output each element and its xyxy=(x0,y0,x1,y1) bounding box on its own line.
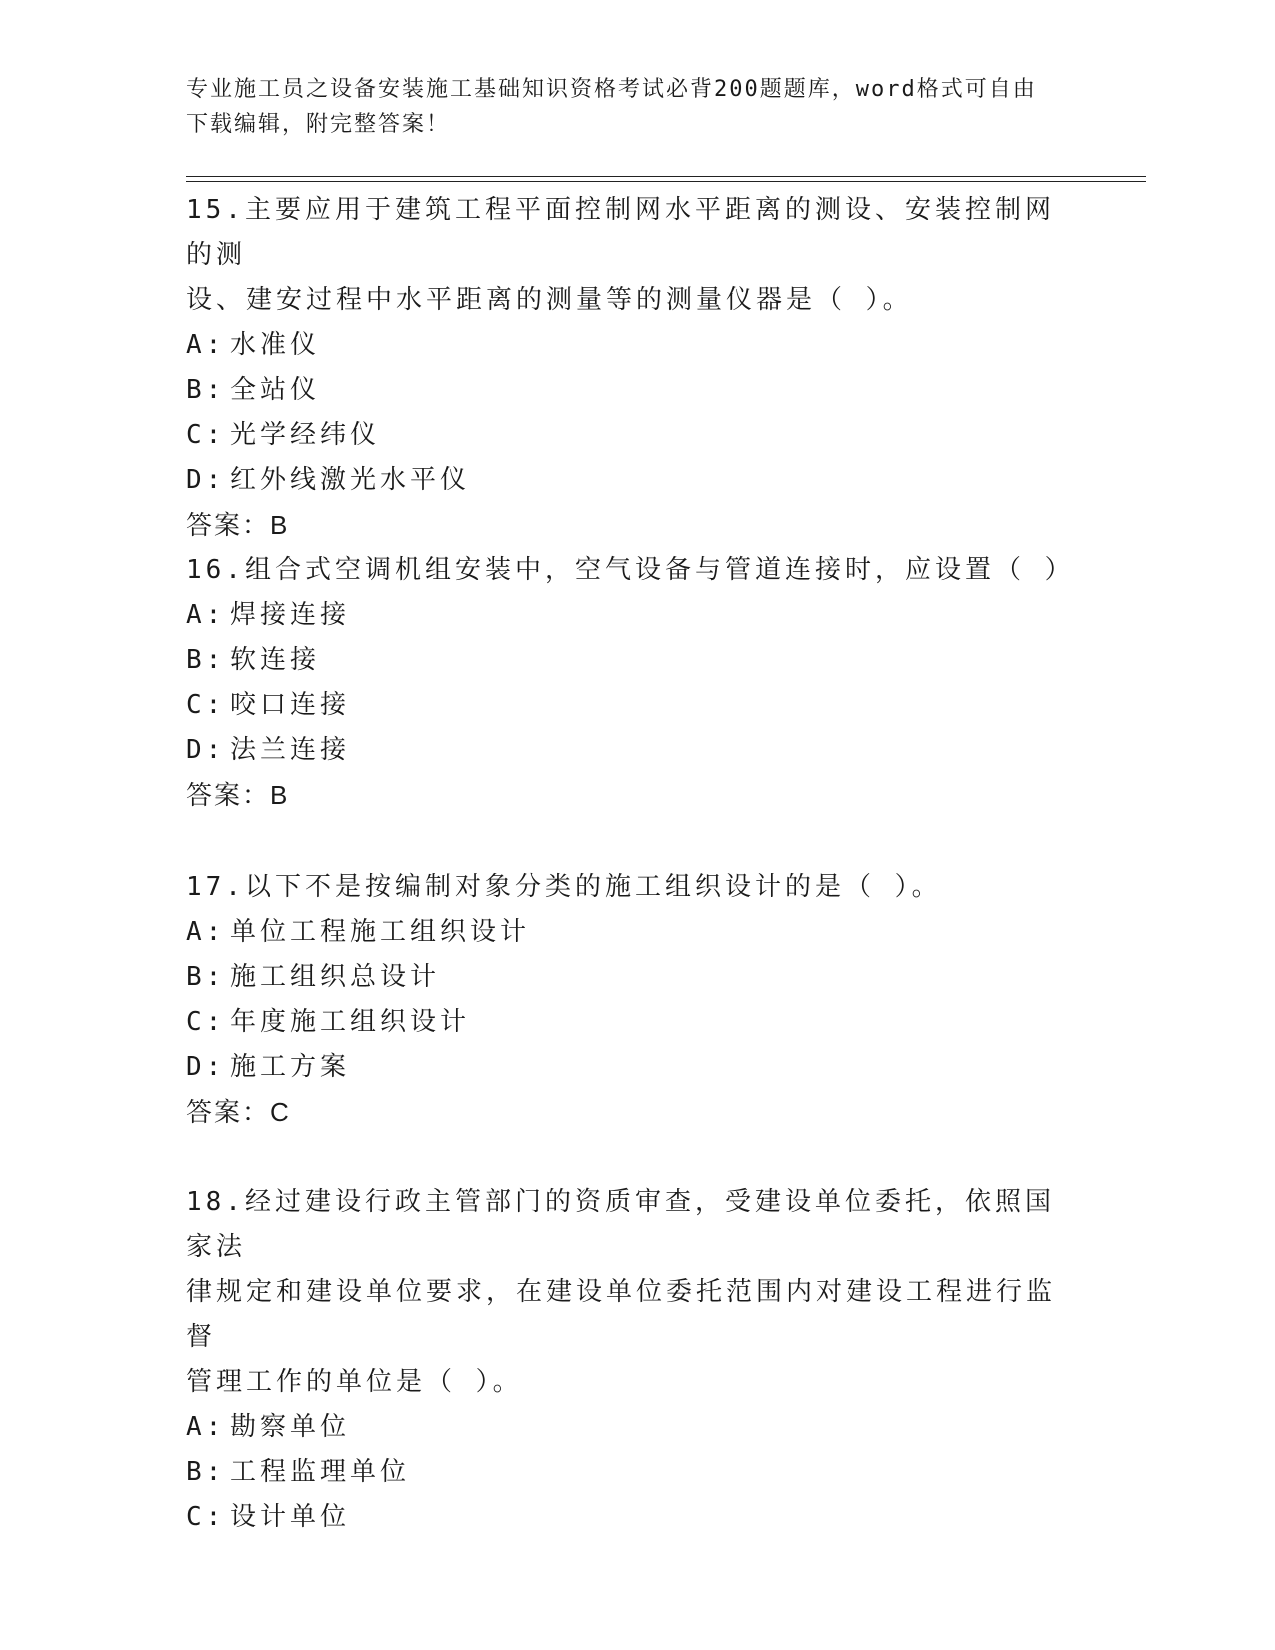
option-letter: A: xyxy=(186,600,226,630)
question-stem-line: 律规定和建设单位要求，在建设单位委托范围内对建设工程进行监督 xyxy=(186,1277,1057,1352)
option-letter: A: xyxy=(186,1412,226,1442)
option-text: 光学经纬仪 xyxy=(230,420,381,450)
option-a xyxy=(186,1405,1066,1450)
option-d xyxy=(186,1045,1066,1090)
document-header xyxy=(186,72,1066,142)
option-letter: C: xyxy=(186,1502,226,1532)
option-c xyxy=(186,413,1066,458)
option-c xyxy=(186,1000,1066,1045)
option-letter: B: xyxy=(186,645,226,675)
option-b xyxy=(186,638,1066,683)
option-text: 全站仪 xyxy=(230,375,321,405)
question-stem-line: 17.以下不是按编制对象分类的施工组织设计的是（ ）。 xyxy=(186,872,942,902)
option-letter: B: xyxy=(186,962,226,992)
header-divider-bottom xyxy=(186,181,1146,182)
option-d xyxy=(186,728,1066,773)
option-d xyxy=(186,458,1066,503)
option-b xyxy=(186,368,1066,413)
option-letter: A: xyxy=(186,917,226,947)
option-text: 施工方案 xyxy=(230,1052,351,1082)
answer-line: 答案：C xyxy=(186,1097,291,1127)
option-b xyxy=(186,955,1066,1000)
option-text: 焊接连接 xyxy=(230,600,351,630)
option-letter: C: xyxy=(186,420,226,450)
header-divider-top xyxy=(186,176,1146,177)
option-letter: D: xyxy=(186,1052,226,1082)
question-stem-line: 18.经过建设行政主管部门的资质审查，受建设单位委托，依照国家法 xyxy=(186,1187,1055,1262)
header-line-2: 下载编辑，附完整答案！ xyxy=(186,112,451,137)
answer-line: 答案：B xyxy=(186,510,290,540)
question-stem-line: 管理工作的单位是（ ）。 xyxy=(186,1367,523,1397)
option-c xyxy=(186,683,1066,728)
option-text: 工程监理单位 xyxy=(230,1457,411,1487)
answer-line: 答案：B xyxy=(186,780,290,810)
option-a xyxy=(186,910,1066,955)
option-letter: A: xyxy=(186,330,226,360)
option-letter: B: xyxy=(186,1457,226,1487)
option-text: 法兰连接 xyxy=(230,735,351,765)
option-letter: B: xyxy=(186,375,226,405)
question-16 xyxy=(186,548,1075,818)
option-c xyxy=(186,1495,1066,1540)
option-text: 软连接 xyxy=(230,645,321,675)
option-letter: D: xyxy=(186,465,226,495)
option-text: 设计单位 xyxy=(230,1502,351,1532)
option-text: 单位工程施工组织设计 xyxy=(230,917,531,947)
option-text: 水准仪 xyxy=(230,330,321,360)
option-text: 红外线激光水平仪 xyxy=(230,465,471,495)
option-text: 咬口连接 xyxy=(230,690,351,720)
option-a xyxy=(186,323,1066,368)
option-text: 施工组织总设计 xyxy=(230,962,441,992)
option-text: 勘察单位 xyxy=(230,1412,351,1442)
option-letter: C: xyxy=(186,1007,226,1037)
option-b xyxy=(186,1450,1066,1495)
question-15 xyxy=(186,188,1066,548)
question-stem-line: 16.组合式空调机组安装中，空气设备与管道连接时，应设置（ ） xyxy=(186,555,1075,585)
question-17 xyxy=(186,865,1066,1135)
header-line-1: 专业施工员之设备安装施工基础知识资格考试必背200题题库，word格式可自由 xyxy=(186,77,1037,102)
question-stem-line: 设、建安过程中水平距离的测量等的测量仪器是（ ）。 xyxy=(186,285,913,315)
option-letter: D: xyxy=(186,735,226,765)
question-18 xyxy=(186,1180,1066,1540)
option-text: 年度施工组织设计 xyxy=(230,1007,471,1037)
option-letter: C: xyxy=(186,690,226,720)
option-a xyxy=(186,593,1066,638)
question-stem-line: 15.主要应用于建筑工程平面控制网水平距离的测设、安装控制网的测 xyxy=(186,195,1055,270)
